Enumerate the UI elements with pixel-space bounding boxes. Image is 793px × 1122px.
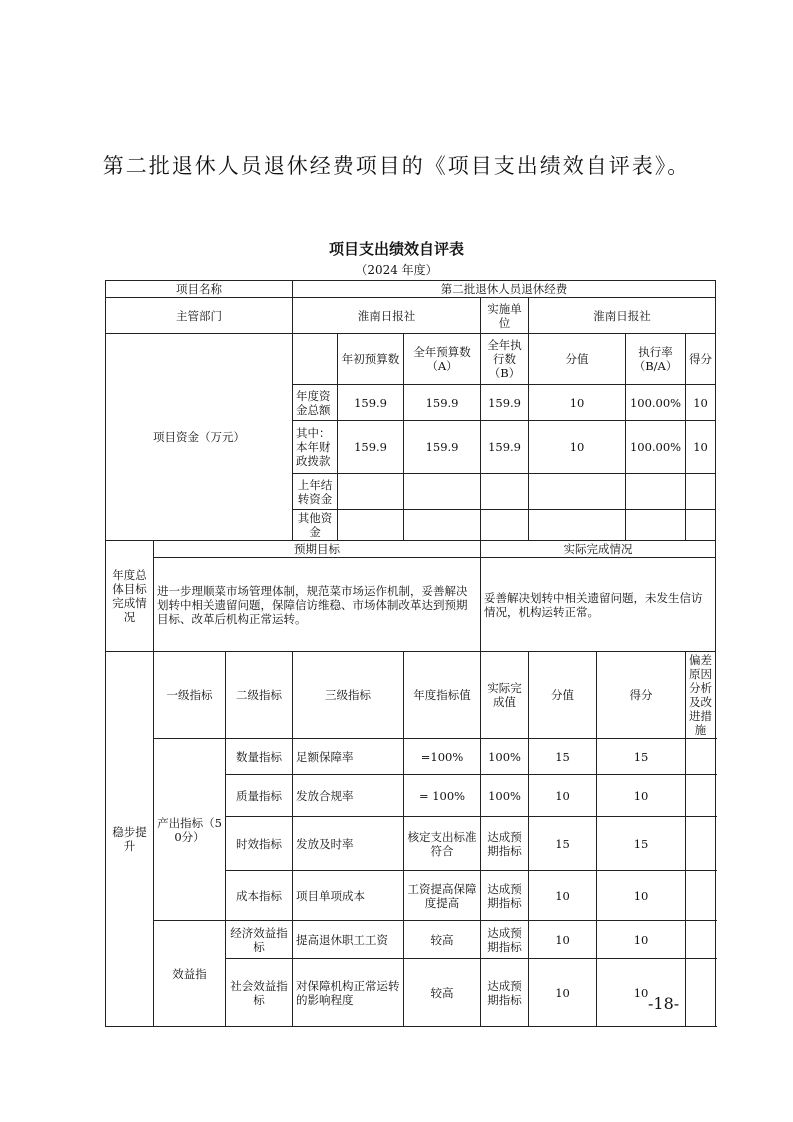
- indicator-score: 15: [597, 739, 686, 775]
- indicator-score: 10: [597, 775, 686, 817]
- goals-content-row: [106, 558, 716, 652]
- indicator-reason: [686, 817, 716, 871]
- funds-row-score: 10: [686, 385, 716, 421]
- table-year: （2024 年度）: [355, 263, 438, 277]
- project-name-row: [106, 281, 716, 298]
- funds-row-name: 年度资金总额: [293, 385, 338, 421]
- funds-row-score: 10: [686, 421, 716, 474]
- unit-label: 实施单位: [481, 298, 529, 334]
- indicator-side-label: 稳步提升: [106, 652, 154, 1027]
- indicator-header-level1: 一级指标: [154, 652, 226, 739]
- funds-row-name: 上年结转资金: [293, 474, 338, 510]
- indicator-header-row: [106, 652, 716, 739]
- indicator-target: = 100%: [404, 775, 481, 817]
- indicator-reason: [686, 775, 716, 817]
- indicator-points: 15: [529, 739, 597, 775]
- indicator-header-level3: 三级指标: [293, 652, 404, 739]
- goals-actual-header: 实际完成情况: [481, 541, 716, 558]
- indicator-actual: 100%: [481, 775, 529, 817]
- unit-value: 淮南日报社: [529, 298, 716, 334]
- indicator-points: 10: [529, 871, 597, 921]
- funds-header-annual: 全年预算数（A）: [404, 334, 481, 385]
- funds-row-annual: 159.9: [404, 385, 481, 421]
- funds-row-name: 其他资金: [293, 510, 338, 541]
- funds-row-score-value: 10: [529, 421, 626, 474]
- indicator-actual: 达成预期指标: [481, 817, 529, 871]
- indicator-points: 10: [529, 959, 597, 1027]
- funds-header-executed: 全年执行数（B）: [481, 334, 529, 385]
- indicator-level2: 经济效益指标: [226, 921, 293, 959]
- dept-value: 淮南日报社: [293, 298, 481, 334]
- funds-row-rate: 100.00%: [626, 421, 686, 474]
- goals-actual-text: 妥善解决划转中相关遗留问题，未发生信访情况，机构运转正常。: [481, 558, 716, 652]
- funds-row-initial: 159.9: [338, 385, 404, 421]
- indicator-score: 10: [597, 871, 686, 921]
- indicator-level2: 成本指标: [226, 871, 293, 921]
- funds-row-score-value: 10: [529, 385, 626, 421]
- indicator-points: 10: [529, 775, 597, 817]
- goals-expected-text: 进一步理顺菜市场管理体制，规范菜市场运作机制，妥善解决划转中相关遗留问题，保障信访维稳、市场体制改革达到预期目标、改革后机构正常运转。: [154, 558, 481, 652]
- indicator-level3: 发放合规率: [293, 775, 404, 817]
- indicator-reason: [686, 739, 716, 775]
- indicator-points: 10: [529, 921, 597, 959]
- funds-row-executed: 159.9: [481, 421, 529, 474]
- indicator-target: 较高: [404, 959, 481, 1027]
- indicator-actual: 100%: [481, 739, 529, 775]
- indicator-header-actual: 实际完成值: [481, 652, 529, 739]
- funds-header-blank: [293, 334, 338, 385]
- funds-row-score-value: [529, 474, 626, 510]
- indicator-header-points: 分值: [529, 652, 597, 739]
- funds-row-executed: 159.9: [481, 385, 529, 421]
- project-name-value: 第二批退休人员退休经费: [293, 281, 716, 298]
- funds-row-score: [686, 474, 716, 510]
- funds-header-row: [106, 334, 716, 385]
- indicator-level3: 提高退休职工工资: [293, 921, 404, 959]
- indicator-header-score: 得分: [597, 652, 686, 739]
- funds-header-score-value: 分值: [529, 334, 626, 385]
- funds-row-executed: [481, 474, 529, 510]
- funds-header-rate: 执行率（B/A）: [626, 334, 686, 385]
- funds-row-score: [686, 510, 716, 541]
- funds-row-initial: [338, 510, 404, 541]
- page-number: -18-: [648, 994, 680, 1013]
- performance-table: [105, 280, 716, 1027]
- funds-row-initial: [338, 474, 404, 510]
- indicator-level3: 项目单项成本: [293, 871, 404, 921]
- indicator-level3: 足额保障率: [293, 739, 404, 775]
- indicator-header-target: 年度指标值: [404, 652, 481, 739]
- indicator-actual: 达成预期指标: [481, 871, 529, 921]
- goals-header-row: [106, 541, 716, 558]
- indicator-points: 15: [529, 817, 597, 871]
- indicator-target: 工资提高保障度提高: [404, 871, 481, 921]
- dept-label: 主管部门: [106, 298, 293, 334]
- indicator-target: =100%: [404, 739, 481, 775]
- indicator-score: 10: [597, 959, 686, 1027]
- funds-row-rate: [626, 510, 686, 541]
- goals-expected-header: 预期目标: [154, 541, 481, 558]
- funds-row-executed: [481, 510, 529, 541]
- goals-label: 年度总体目标完成情况: [106, 541, 154, 652]
- indicator-level3: 对保障机构正常运转的影响程度: [293, 959, 404, 1027]
- indicator-level2: 社会效益指标: [226, 959, 293, 1027]
- funds-row-annual: [404, 510, 481, 541]
- indicator-row: [106, 921, 716, 959]
- indicator-row: [106, 739, 716, 775]
- funds-header-score: 得分: [686, 334, 716, 385]
- funds-row-score-value: [529, 510, 626, 541]
- indicator-target: 较高: [404, 921, 481, 959]
- indicator-level2: 质量指标: [226, 775, 293, 817]
- funds-row-rate: 100.00%: [626, 385, 686, 421]
- funds-row-initial: 159.9: [338, 421, 404, 474]
- indicator-level3: 发放及时率: [293, 817, 404, 871]
- funds-row-rate: [626, 474, 686, 510]
- indicator-actual: 达成预期指标: [481, 921, 529, 959]
- indicator-header-level2: 二级指标: [226, 652, 293, 739]
- funds-label: 项目资金（万元）: [106, 334, 293, 541]
- table-title: 项目支出绩效自评表: [328, 240, 464, 258]
- page-heading: 第二批退休人员退休经费项目的《项目支出绩效自评表》。: [102, 154, 691, 178]
- indicator-reason: [686, 871, 716, 921]
- funds-row-name: 其中：本年财政拨款: [293, 421, 338, 474]
- indicator-level2: 时效指标: [226, 817, 293, 871]
- funds-header-initial: 年初预算数: [338, 334, 404, 385]
- dept-row: [106, 298, 716, 334]
- indicator-actual: 达成预期指标: [481, 959, 529, 1027]
- project-name-label: 项目名称: [106, 281, 293, 298]
- indicator-reason: [686, 959, 716, 1027]
- funds-row-annual: [404, 474, 481, 510]
- output-indicator-label: 产出指标（50分）: [154, 739, 226, 921]
- indicator-score: 15: [597, 817, 686, 871]
- indicator-score: 10: [597, 921, 686, 959]
- indicator-header-reason: 偏差原因分析及改进措施: [686, 652, 716, 739]
- indicator-target: 核定支出标准符合: [404, 817, 481, 871]
- benefit-indicator-label: 效益指: [154, 921, 226, 1027]
- indicator-level2: 数量指标: [226, 739, 293, 775]
- funds-row-annual: 159.9: [404, 421, 481, 474]
- indicator-reason: [686, 921, 716, 959]
